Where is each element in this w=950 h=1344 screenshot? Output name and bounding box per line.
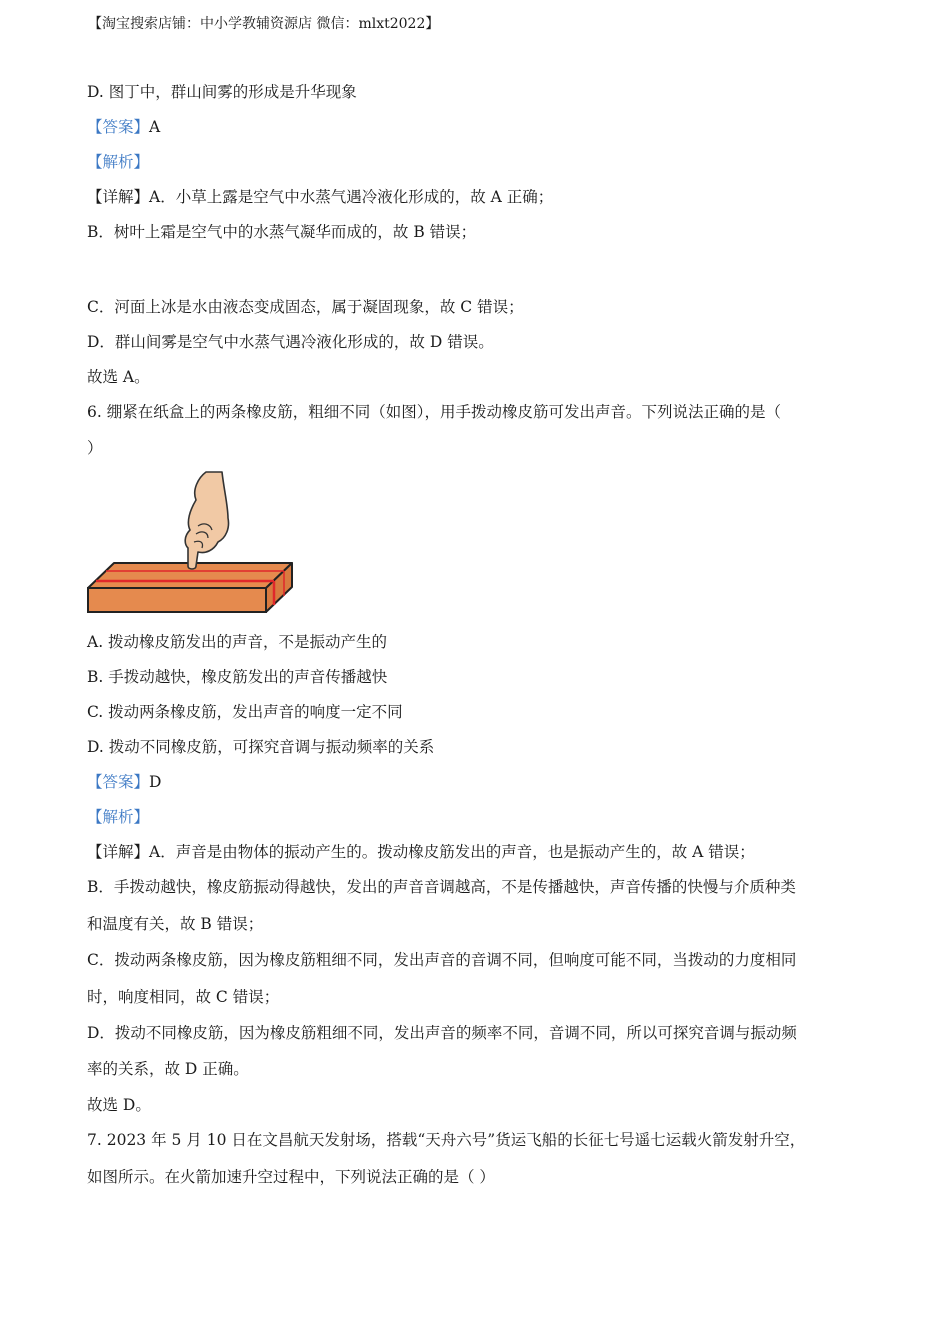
q6-detail-d-line2: 率的关系，故 D 正确。 <box>87 1060 249 1078</box>
answer-tag: 【答案】 <box>87 118 150 136</box>
q6-detail-c-line1: C．拨动两条橡皮筋，因为橡皮筋粗细不同，发出声音的音调不同，但响度可能不同，当拨动的力度相同 <box>87 951 797 969</box>
q6-detail-b-line1: B．手拨动越快，橡皮筋振动得越快，发出的声音音调越高，不是传播越快，声音传播的快慢与介质种类 <box>87 878 796 896</box>
q5-conclusion: 故选 A。 <box>87 368 150 386</box>
detail-tag: 【详解】 <box>87 843 150 861</box>
q5-detail-d: D．群山间雾是空气中水蒸气遇冷液化形成的，故 D 错误。 <box>87 333 494 351</box>
answer-value: D <box>149 773 162 791</box>
q6-option-a: A. 拨动橡皮筋发出的声音，不是振动产生的 <box>87 633 388 651</box>
q6-detail-a <box>87 842 755 862</box>
answer-value: A <box>149 118 161 136</box>
q6-option-c: C. 拨动两条橡皮筋，发出声音的响度一定不同 <box>87 703 403 721</box>
detail-a-text: A．小草上露是空气中水蒸气遇冷液化形成的，故 A 正确； <box>149 188 554 206</box>
q6-detail-b-line2: 和温度有关，故 B 错误； <box>87 915 264 933</box>
detail-a-text: A．声音是由物体的振动产生的。拨动橡皮筋发出的声音，也是振动产生的，故 A 错误； <box>149 843 755 861</box>
q6-detail-c-line2: 时，响度相同，故 C 错误； <box>87 988 280 1006</box>
q6-stem-line2: ） <box>87 439 103 457</box>
detail-tag: 【详解】 <box>87 188 150 206</box>
q7-stem-line2: 如图所示。在火箭加速升空过程中，下列说法正确的是（ ） <box>87 1168 495 1186</box>
rubber-band-box-figure <box>86 470 296 615</box>
q5-analysis-tag: 【解析】 <box>87 153 150 171</box>
box-front-face <box>88 588 266 612</box>
q5-detail-b: B．树叶上霜是空气中的水蒸气凝华而成的，故 B 错误； <box>87 223 477 241</box>
q6-option-b: B. 手拨动越快，橡皮筋发出的声音传播越快 <box>87 668 388 686</box>
q6-analysis-tag: 【解析】 <box>87 808 150 826</box>
q6-detail-d-line1: D．拨动不同橡皮筋，因为橡皮筋粗细不同，发出声音的频率不同，音调不同，所以可探究音调与振动频 <box>87 1024 797 1042</box>
q6-conclusion: 故选 D。 <box>87 1096 151 1114</box>
q5-detail-c: C．河面上冰是水由液态变成固态，属于凝固现象，故 C 错误； <box>87 298 524 316</box>
q7-stem-line1: 7. 2023 年 5 月 10 日在文昌航天发射场，搭载“天舟六号”货运飞船的长征七号遥七运载火箭发射升空， <box>87 1131 806 1149</box>
q5-option-d: D. 图丁中，群山间雾的形成是升华现象 <box>87 83 357 101</box>
pointing-hand-icon <box>185 472 228 569</box>
q5-answer <box>87 117 160 137</box>
q6-option-d: D. 拨动不同橡皮筋，可探究音调与振动频率的关系 <box>87 738 435 756</box>
answer-tag: 【答案】 <box>87 773 150 791</box>
page-header: 【淘宝搜索店铺：中小学教辅资源店 微信：mlxt2022】 <box>88 16 440 32</box>
q6-stem-line1: 6. 绷紧在纸盒上的两条橡皮筋，粗细不同（如图），用手拨动橡皮筋可发出声音。下列说法正确的是（ <box>87 403 781 421</box>
q5-detail-a <box>87 187 553 207</box>
q6-answer <box>87 772 161 792</box>
